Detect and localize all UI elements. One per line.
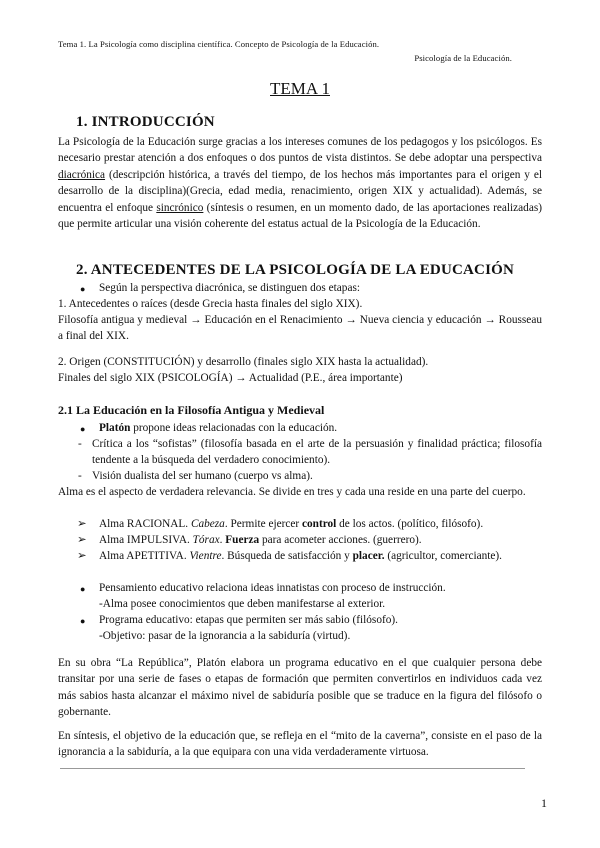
bullet-icon: ● [80, 584, 86, 594]
stage-2: 2. Origen (CONSTITUCIÓN) y desarrollo (finales siglo XIX hasta la actualidad). [58, 356, 429, 368]
term-sincronico: sincrónico [156, 201, 204, 214]
intro-paragraph [58, 134, 542, 232]
alma-racional-b: . Permite ejercer [224, 518, 302, 530]
intro-text-c: (síntesis o resumen, en un momento dado, de las aportaciones realizadas) que permite articular una visión coherente del estatus actual de la Psicología de la Educación. [58, 201, 543, 231]
sintesis-paragraph: En síntesis, el objetivo de la educación que, se refleja en el “mito de la caverna”, consiste en el paso de la ignorancia a la sabiduría, a la que equipara con una vida verdaderamente virtuosa. [58, 730, 542, 759]
page-number: 1 [541, 796, 547, 810]
programa-bullet: Programa educativo: etapas que permiten ser más sabio (filósofo). [99, 614, 398, 626]
dualista-item: Visión dualista del ser humano (cuerpo vs alma). [92, 470, 313, 482]
section-1-heading: 1. INTRODUCCIÓN [76, 114, 215, 130]
section-2-heading: 2. ANTECEDENTES DE LA PSICOLOGÍA DE LA EDUCACIÓN [76, 262, 515, 278]
alma-apetitiva [99, 548, 502, 564]
platon-bullet [99, 420, 337, 436]
diachronic-bullet: Según la perspectiva diacrónica, se distinguen dos etapas: [99, 282, 361, 294]
alma-racional-c: de los actos. (político, filósofo). [336, 518, 484, 530]
pensamiento-sub: -Alma posee conocimientos que deben manifestarse al exterior. [99, 598, 386, 610]
alma-impulsiva [99, 532, 422, 548]
alma-apetitiva-bold: placer. [352, 550, 385, 562]
running-header-right: Psicología de la Educación. [414, 53, 512, 63]
programa-sub: -Objetivo: pasar de la ignorancia a la sabiduría (virtud). [99, 630, 351, 642]
stage-2-chain: Finales del siglo XIX (PSICOLOGÍA) → Actualidad (P.E., área importante) [58, 372, 403, 384]
alma-racional [99, 516, 483, 532]
page-title: TEMA 1 [270, 79, 330, 98]
pensamiento-bullet: Pensamiento educativo relaciona ideas innatistas con proceso de instrucción. [99, 582, 446, 594]
dash-icon: - [78, 438, 82, 450]
alma-impulsiva-c: para acometer acciones. (guerrero). [259, 534, 422, 546]
bullet-icon: ● [80, 284, 86, 294]
stage-1: 1. Antecedentes o raíces (desde Grecia hasta finales del siglo XIX). [58, 298, 363, 310]
alma-impulsiva-b: . [219, 534, 226, 546]
footer-divider [60, 768, 525, 769]
running-header-left: Tema 1. La Psicología como disciplina científica. Concepto de Psicología de la Educación. [58, 39, 380, 49]
republica-paragraph: En su obra “La República”, Platón elabora un programa educativo en el que cualquier persona debe transitar por una serie de fases o etapas de formación que permiten convertirlos en individuos cada vez más sabios hasta alcanzar el máximo nivel de sabiduría posible que se traduce en la figura del filósofo o gobernante. [58, 657, 542, 719]
alma-apetitiva-i: Vientre [189, 550, 222, 562]
alma-apetitiva-a: Alma APETITIVA. [99, 550, 190, 562]
subsection-2-1-heading: 2.1 La Educación en la Filosofía Antigua y Medieval [58, 403, 325, 417]
term-diacronica: diacrónica [58, 168, 106, 181]
alma-racional-bold: control [302, 518, 337, 530]
intro-text-a: La Psicología de la Educación surge gracias a los intereses comunes de los pedagogos y los psicólogos. Es necesario prestar atención a dos enfoques o dos puntos de vista distintos. Se debe adoptar una perspectiva [58, 136, 542, 165]
bullet-icon: ● [80, 616, 86, 626]
intro-text-b: (descripción histórica, a través del tiempo, de los hechos más importantes para el origen y el desarrollo de la disciplina)(Grecia, edad media, renacimiento, origen XIX y actualidad). Además, se encuentra el enfoque [58, 168, 542, 214]
stage-1-chain: Filosofía antigua y medieval → Educación en el Renacimiento → Nueva ciencia y educación → Rousseau a final del XIX. [58, 314, 542, 343]
alma-apetitiva-c: (agricultor, comerciante). [384, 550, 503, 562]
alma-impulsiva-bold: Fuerza [225, 534, 260, 546]
alma-apetitiva-b: . Búsqueda de satisfacción y [221, 550, 353, 562]
alma-racional-i: Cabeza [190, 518, 225, 530]
alma-impulsiva-i: Tórax [192, 534, 220, 546]
platon-rest: propone ideas relacionadas con la educación. [130, 422, 338, 434]
bullet-icon: ● [80, 424, 86, 434]
arrow-icon: ➢ [77, 550, 87, 562]
alma-impulsiva-a: Alma IMPULSIVA. [99, 534, 193, 546]
sofistas-item: Crítica a los “sofistas” (filosofía basada en el arte de la persuasión y finalidad práctica; filosofía tendente a la búsqueda del verdadero conocimiento). [92, 438, 542, 467]
arrow-icon: ➢ [77, 518, 87, 530]
arrow-icon: ➢ [77, 534, 87, 546]
platon-bold: Platón [99, 422, 131, 434]
alma-racional-a: Alma RACIONAL. [99, 518, 191, 530]
alma-paragraph: Alma es el aspecto de verdadera relevancia. Se divide en tres y cada una reside en una parte del cuerpo. [58, 486, 526, 498]
dash-icon: - [78, 470, 82, 482]
